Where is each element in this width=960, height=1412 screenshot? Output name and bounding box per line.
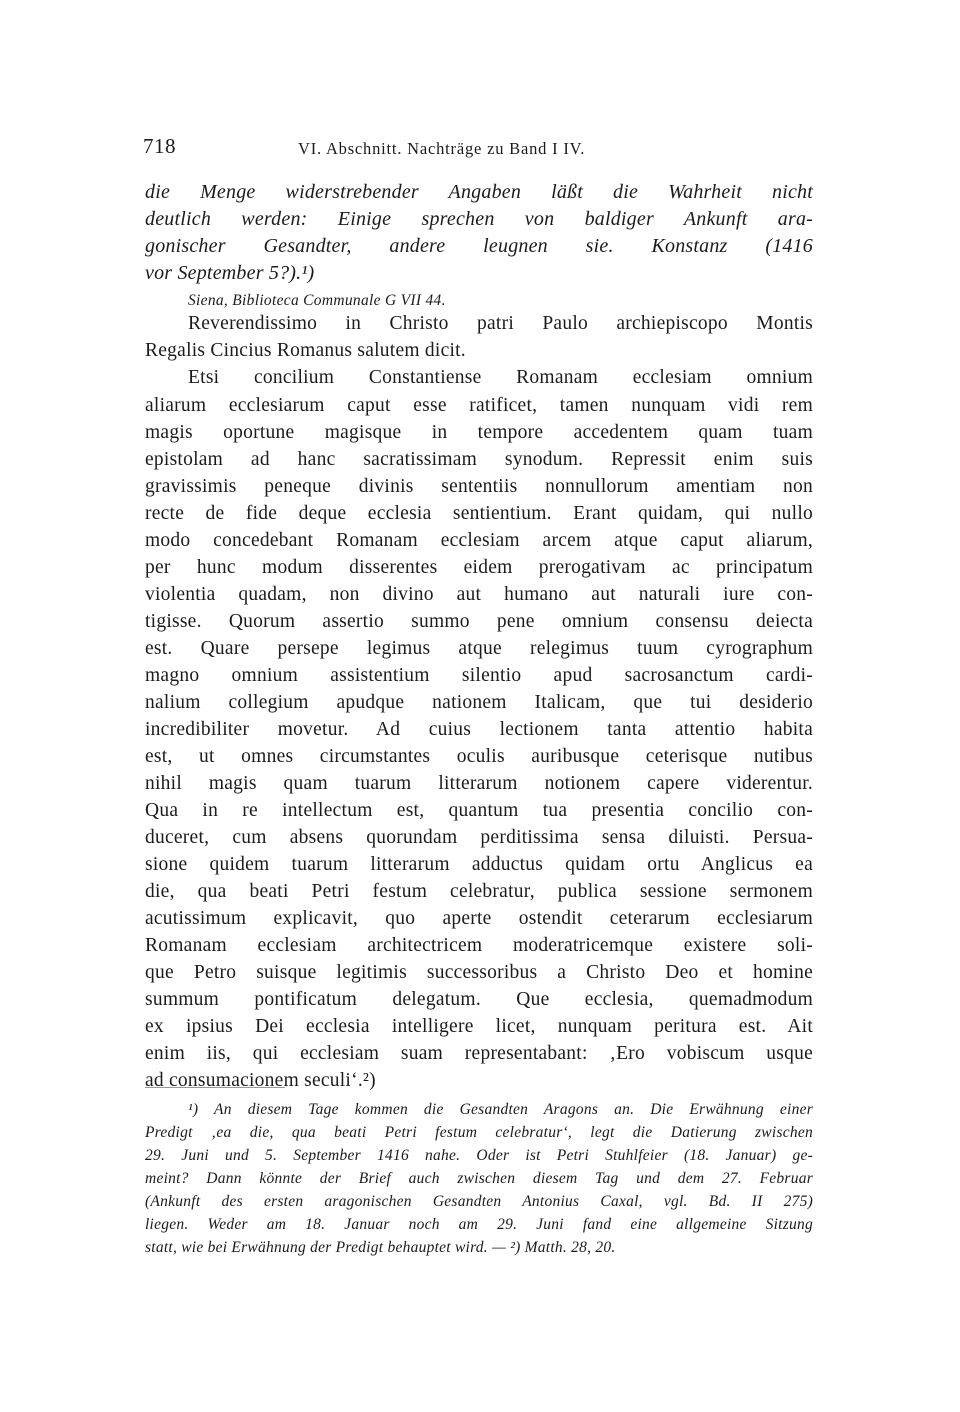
body-line: enim iis, qui ecclesiam suam representabant: ‚Ero vobiscum usque bbox=[145, 1043, 813, 1064]
body-line: incredibiliter movetur. Ad cuius lectionem tanta attentio habita bbox=[145, 719, 813, 740]
body-line: ad consumacionem seculi‘.²) bbox=[145, 1070, 376, 1091]
body-line: per hunc modum disserentes eidem prerogativam ac principatum bbox=[145, 557, 813, 578]
summary-line: die Menge widerstrebender Angaben läßt die Wahrheit nicht bbox=[145, 181, 813, 203]
body-line: nalium collegium apudque nationem Italicam, que tui desiderio bbox=[145, 692, 813, 713]
footnote-line: liegen. Weder am 18. Januar noch am 29. Juni fand eine allgemeine Sitzung bbox=[145, 1216, 813, 1233]
salutation-line: Reverendissimo in Christo patri Paulo archiepiscopo Montis bbox=[188, 313, 813, 334]
body-line: magis oportune magisque in tempore accedentem quam tuam bbox=[145, 422, 813, 443]
body-line: Etsi concilium Constantiense Romanam ecclesiam omnium bbox=[188, 367, 813, 388]
body-line: Qua in re intellectum est, quantum tua presentia concilio con- bbox=[145, 800, 813, 821]
body-line: summum pontificatum delegatum. Que ecclesia, quemadmodum bbox=[145, 989, 813, 1010]
footnote-line: statt, wie bei Erwähnung der Predigt behauptet wird. — ²) Matth. 28, 20. bbox=[145, 1239, 616, 1256]
body-line: ex ipsius Dei ecclesia intelligere licet, nunquam peritura est. Ait bbox=[145, 1016, 813, 1037]
body-line: tigisse. Quorum assertio summo pene omnium consensu deiecta bbox=[145, 611, 813, 632]
summary-line: vor September 5?).¹) bbox=[145, 262, 315, 284]
body-line: gravissimis peneque divinis sententiis nonnullorum amentiam non bbox=[145, 476, 813, 497]
body-line: duceret, cum absens quorundam perditissima sensa diluisti. Persua- bbox=[145, 827, 813, 848]
page-header bbox=[143, 134, 823, 162]
summary-line: gonischer Gesandter, andere leugnen sie. Konstanz (1416 bbox=[145, 235, 813, 257]
page-number: 718 bbox=[143, 134, 176, 158]
body-line: die, qua beati Petri festum celebratur, publica sessione sermonem bbox=[145, 881, 813, 902]
salutation-line: Regalis Cincius Romanus salutem dicit. bbox=[145, 340, 466, 361]
running-head: VI. Abschnitt. Nachträge zu Band I IV. bbox=[298, 139, 586, 158]
body-line: acutissimum explicavit, quo aperte ostendit ceterarum ecclesiarum bbox=[145, 908, 813, 929]
body-line: est. Quare persepe legimus atque relegimus tuum cyrographum bbox=[145, 638, 813, 659]
footnote-line: ¹) An diesem Tage kommen die Gesandten Aragons an. Die Erwähnung einer bbox=[188, 1101, 813, 1118]
footnote-line: meint? Dann könnte der Brief auch zwischen diesem Tag und dem 27. Februar bbox=[145, 1170, 813, 1187]
footnote-line: (Ankunft des ersten aragonischen Gesandten Antonius Caxal, vgl. Bd. II 275) bbox=[145, 1193, 813, 1210]
body-line: recte de fide deque ecclesia sentientium. Erant quidam, qui nullo bbox=[145, 503, 813, 524]
footnote-line: Predigt ‚ea die, qua beati Petri festum celebratur‘, legt die Datierung zwischen bbox=[145, 1124, 813, 1141]
body-line: violentia quadam, non divino aut humano aut naturali iure con- bbox=[145, 584, 813, 605]
body-line: magno omnium assistentium silentio apud sacrosanctum cardi- bbox=[145, 665, 813, 686]
footnote-line: 29. Juni und 5. September 1416 nahe. Oder ist Petri Stuhlfeier (18. Januar) ge- bbox=[145, 1147, 813, 1164]
body-line: modo concedebant Romanam ecclesiam arcem atque caput aliarum, bbox=[145, 530, 813, 551]
body-line: Romanam ecclesiam architectricem moderatricemque existere soli- bbox=[145, 935, 813, 956]
body-line: que Petro suisque legitimis successoribus a Christo Deo et homine bbox=[145, 962, 813, 983]
footnote-rule bbox=[145, 1087, 285, 1088]
source-citation: Siena, Biblioteca Communale G VII 44. bbox=[188, 292, 446, 309]
body-line: nihil magis quam tuarum litterarum notionem capere viderentur. bbox=[145, 773, 813, 794]
body-line: epistolam ad hanc sacratissimam synodum. Repressit enim suis bbox=[145, 449, 813, 470]
body-line: est, ut omnes circumstantes oculis auribusque ceterisque nutibus bbox=[145, 746, 813, 767]
body-line: aliarum ecclesiarum caput esse ratificet, tamen nunquam vidi rem bbox=[145, 395, 813, 416]
body-line: sione quidem tuarum litterarum adductus quidam ortu Anglicus ea bbox=[145, 854, 813, 875]
summary-line: deutlich werden: Einige sprechen von baldiger Ankunft ara- bbox=[145, 208, 813, 230]
